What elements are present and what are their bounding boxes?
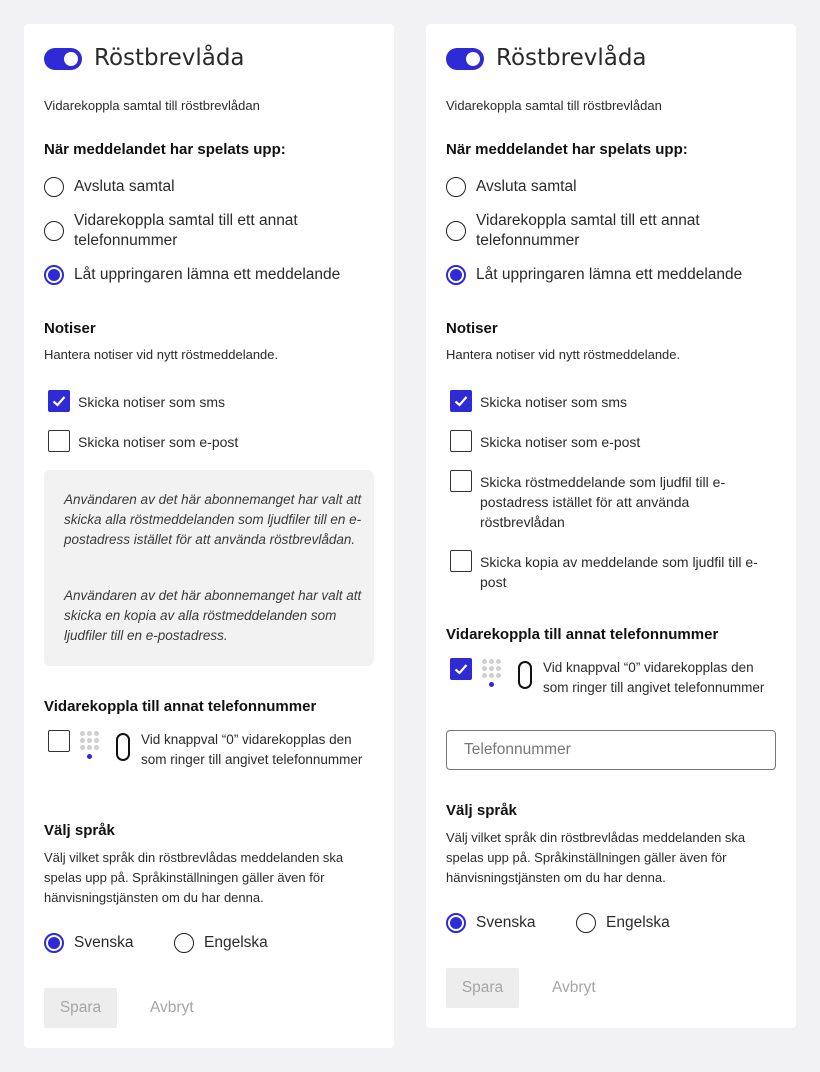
radio-end-call[interactable] [44,177,64,197]
cancel-button[interactable]: Avbryt [150,999,194,1016]
checkbox-forward[interactable] [48,730,70,752]
radio-forward-call-label: Vidarekoppla samtal till ett annat telefonnummer [476,212,700,249]
voicemail-card-left [24,24,394,1048]
voicemail-toggle[interactable] [446,48,484,70]
check-icon [454,394,468,408]
radio-leave-message-label: Låt uppringaren lämna ett meddelande [476,266,743,283]
radio-engelska-label: Engelska [606,914,670,931]
info-paragraph-1: Användaren av det här abonnemanget har valt att skicka alla röstmeddelanden som ljudfiler till en e-postadress istället för att använda röstbrevlådan. [64,492,362,547]
forward-heading: Vidarekoppla till annat telefonnummer [44,698,317,715]
save-button[interactable]: Spara [446,968,519,1008]
language-heading: Välj språk [446,802,517,819]
phone-handset-icon [518,661,532,689]
radio-leave-message[interactable] [446,265,466,285]
card-subtitle: Vidarekoppla samtal till röstbrevlådan [44,98,260,113]
checkbox-audio-copy-label: Skicka kopia av meddelande som ljudfil till e-post [480,554,758,590]
save-button[interactable]: Spara [44,988,117,1028]
keypad-icon [80,731,104,763]
info-box [44,470,374,666]
radio-engelska[interactable] [576,913,596,933]
voicemail-card-right [426,24,796,1028]
checkbox-sms[interactable] [450,390,472,412]
card-subtitle: Vidarekoppla samtal till röstbrevlådan [446,98,662,113]
notiser-heading: Notiser [446,320,498,337]
notiser-heading: Notiser [44,320,96,337]
checkbox-sms-label: Skicka notiser som sms [480,394,628,410]
keypad-icon [482,659,506,691]
language-heading: Välj språk [44,822,115,839]
phone-number-input[interactable] [462,731,766,769]
checkbox-audio-instead[interactable] [450,470,472,492]
radio-svenska-label: Svenska [74,934,134,951]
phone-handset-icon [116,733,130,761]
notiser-description: Hantera notiser vid nytt röstmeddelande. [44,347,279,362]
language-description: Välj vilket språk din röstbrevlådas meddelanden ska spelas upp på. Språkinställningen gäller även för hänvisningstjänsten om du har denna. [44,850,344,905]
info-paragraph-2: Användaren av det här abonnemanget har valt att skicka en kopia av alla röstmeddelanden som ljudfiler till en e-postadress. [64,588,362,643]
forward-description: Vid knappval “0” vidarekopplas den som ringer till angivet telefonnummer [141,732,363,767]
checkbox-audio-copy[interactable] [450,550,472,572]
check-icon [52,394,66,408]
forward-heading: Vidarekoppla till annat telefonnummer [446,626,719,643]
checkbox-sms-label: Skicka notiser som sms [78,394,226,410]
radio-svenska[interactable] [44,933,64,953]
radio-forward-call-label: Vidarekoppla samtal till ett annat telefonnummer [74,212,298,249]
radio-engelska[interactable] [174,933,194,953]
radio-svenska-label: Svenska [476,914,536,931]
radio-end-call-label: Avsluta samtal [74,178,175,195]
checkbox-email[interactable] [450,430,472,452]
checkbox-forward[interactable] [450,658,472,680]
radio-forward-call[interactable] [446,221,466,241]
voicemail-toggle[interactable] [44,48,82,70]
cancel-button[interactable]: Avbryt [552,979,596,996]
checkbox-email[interactable] [48,430,70,452]
radio-end-call-label: Avsluta samtal [476,178,577,195]
radio-svenska[interactable] [446,913,466,933]
checkbox-sms[interactable] [48,390,70,412]
language-description: Välj vilket språk din röstbrevlådas meddelanden ska spelas upp på. Språkinställningen gäller även för hänvisningstjänsten om du har denna. [446,830,746,885]
after-message-heading: När meddelandet har spelats upp: [44,141,286,158]
forward-description: Vid knappval “0” vidarekopplas den som ringer till angivet telefonnummer [543,660,765,695]
radio-leave-message[interactable] [44,265,64,285]
radio-engelska-label: Engelska [204,934,268,951]
after-message-heading: När meddelandet har spelats upp: [446,141,688,158]
checkbox-audio-instead-label: Skicka röstmeddelande som ljudfil till e-postadress istället för att använda röstbrevlådan [480,474,726,530]
checkbox-email-label: Skicka notiser som e-post [480,434,641,450]
toggle-knob [64,52,78,66]
radio-leave-message-label: Låt uppringaren lämna ett meddelande [74,266,341,283]
notiser-description: Hantera notiser vid nytt röstmeddelande. [446,347,681,362]
phone-number-field[interactable] [446,730,776,770]
radio-end-call[interactable] [446,177,466,197]
card-title: Röstbrevlåda [496,45,647,71]
checkbox-email-label: Skicka notiser som e-post [78,434,239,450]
check-icon [454,662,468,676]
radio-forward-call[interactable] [44,221,64,241]
toggle-knob [466,52,480,66]
card-title: Röstbrevlåda [94,45,245,71]
